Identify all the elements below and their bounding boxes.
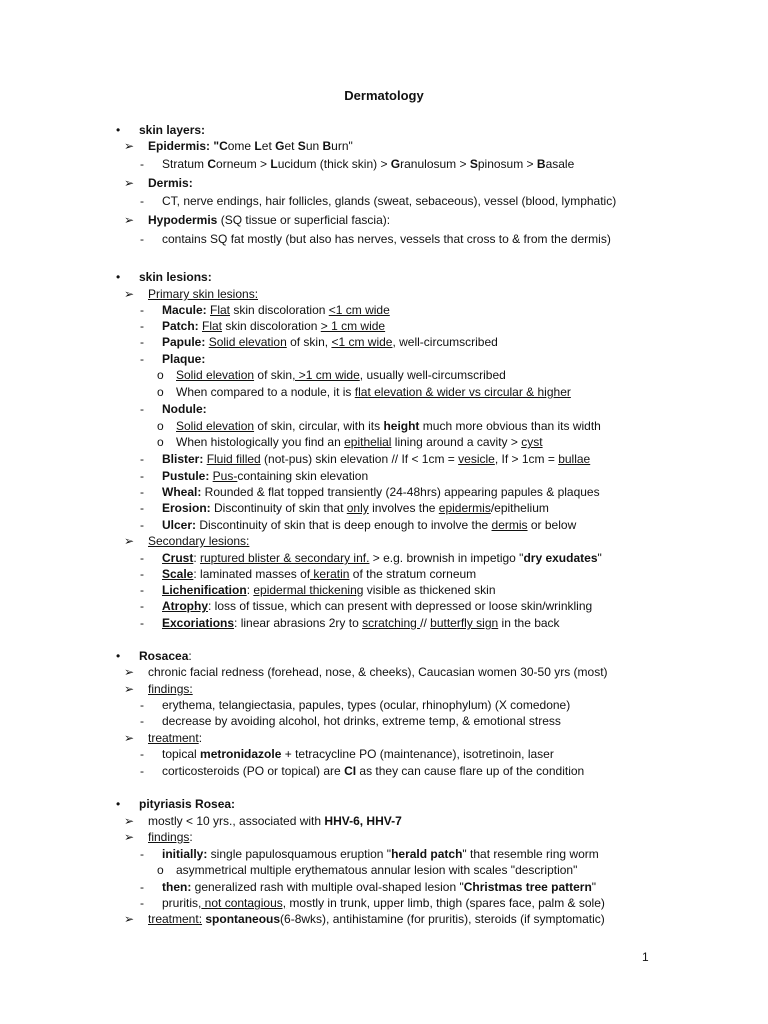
section-heading-skin-lesions: skin lesions: [139, 270, 212, 284]
pityriasis-then: then: generalized rash with multiple oval-shaped lesion "Christmas tree pattern" [162, 880, 597, 894]
dermis-label: Dermis: [148, 176, 193, 190]
primary-lesions-heading: Primary skin lesions: [148, 287, 259, 301]
rosacea-treatment-1: topical metronidazole + tetracycline PO (maintenance), isotretinoin, laser [162, 747, 554, 761]
rosacea-finding-2: decrease by avoiding alcohol, hot drinks, extreme temp, & emotional stress [162, 714, 561, 728]
dash-marker: - [140, 232, 144, 246]
dash-marker: - [140, 567, 144, 581]
erosion-line: Erosion: Discontinuity of skin that only involves the epidermis/epithelium [162, 501, 549, 515]
arrow-marker: ➢ [124, 814, 135, 828]
patch-line: Patch: Flat skin discoloration > 1 cm wide [162, 319, 386, 333]
dash-marker: - [140, 402, 144, 416]
arrow-marker: ➢ [124, 731, 135, 745]
plaque-detail-2: When compared to a nodule, it is flat elevation & wider vs circular & higher [176, 385, 571, 399]
arrow-marker: ➢ [124, 287, 135, 301]
ulcer-line: Ulcer: Discontinuity of skin that is deep enough to involve the dermis or below [162, 518, 577, 532]
dermis-text: CT, nerve endings, hair follicles, glands (sweat, sebaceous), vessel (blood, lymphatic) [162, 194, 617, 208]
pityriasis-findings-label: findings: [148, 830, 193, 844]
dash-marker: - [140, 319, 144, 333]
scale-line: Scale: laminated masses of keratin of the stratum corneum [162, 567, 477, 581]
section-heading-skin-layers: skin layers: [139, 123, 206, 137]
circle-marker: o [157, 368, 164, 382]
dash-marker: - [140, 847, 144, 861]
pityriasis-treatment: treatment: spontaneous(6-8wks), antihistamine (for pruritis), steroids (if symptomatic) [148, 912, 605, 926]
dash-marker: - [140, 583, 144, 597]
crust-line: Crust: ruptured blister & secondary inf. > e.g. brownish in impetigo "dry exudates" [162, 551, 602, 565]
strata-line: Stratum Corneum > Lucidum (thick skin) > Granulosum > Spinosum > Basale [162, 157, 575, 171]
dash-marker: - [140, 764, 144, 778]
dash-marker: - [140, 698, 144, 712]
nodule-label: Nodule: [162, 402, 207, 416]
dash-marker: - [140, 880, 144, 894]
bullet-marker: • [116, 797, 121, 811]
dash-marker: - [140, 352, 144, 366]
pityriasis-pruritis: pruritis, not contagious, mostly in trunk, upper limb, thigh (spares face, palm & sole) [162, 896, 605, 910]
plaque-detail-1: Solid elevation of skin, >1 cm wide, usually well-circumscribed [176, 368, 506, 382]
arrow-marker: ➢ [124, 682, 135, 696]
wheal-line: Wheal: Rounded & flat topped transiently (24-48hrs) appearing papules & plaques [162, 485, 600, 499]
dash-marker: - [140, 452, 144, 466]
section-heading-pityriasis: pityriasis Rosea: [139, 797, 236, 811]
dash-marker: - [140, 485, 144, 499]
hypodermis-text: contains SQ fat mostly (but also has nerves, vessels that cross to & from the dermis) [162, 232, 611, 246]
dash-marker: - [140, 551, 144, 565]
dash-marker: - [140, 599, 144, 613]
arrow-marker: ➢ [124, 213, 135, 227]
arrow-marker: ➢ [124, 665, 135, 679]
nodule-detail-2: When histologically you find an epithelial lining around a cavity > cyst [176, 435, 543, 449]
dash-marker: - [140, 469, 144, 483]
macule-line: Macule: Flat skin discoloration <1 cm wide [162, 303, 390, 317]
dash-marker: - [140, 896, 144, 910]
arrow-marker: ➢ [124, 139, 135, 153]
secondary-lesions-heading: Secondary lesions: [148, 534, 250, 548]
dash-marker: - [140, 501, 144, 515]
dash-marker: - [140, 747, 144, 761]
pityriasis-initially: initially: single papulosquamous eruption "herald patch" that resemble ring worm [162, 847, 599, 861]
circle-marker: o [157, 863, 164, 877]
circle-marker: o [157, 385, 164, 399]
rosacea-description: chronic facial redness (forehead, nose, & cheeks), Caucasian women 30-50 yrs (most) [148, 665, 608, 679]
blister-line: Blister: Fluid filled (not-pus) skin elevation // If < 1cm = vesicle, If > 1cm = bullae [162, 452, 591, 466]
page-title: Dermatology [344, 88, 424, 103]
dash-marker: - [140, 194, 144, 208]
pustule-line: Pustule: Pus-containing skin elevation [162, 469, 369, 483]
rosacea-finding-1: erythema, telangiectasia, papules, types (ocular, rhinophylum) (X comedone) [162, 698, 571, 712]
arrow-marker: ➢ [124, 534, 135, 548]
circle-marker: o [157, 419, 164, 433]
hypodermis-line: Hypodermis (SQ tissue or superficial fascia): [148, 213, 391, 227]
pityriasis-initially-detail: asymmetrical multiple erythematous annular lesion with scales "description" [176, 863, 578, 877]
epidermis-line: Epidermis: "Come Let Get Sun Burn" [148, 139, 353, 153]
arrow-marker: ➢ [124, 176, 135, 190]
plaque-label: Plaque: [162, 352, 206, 366]
excoriations-line: Excoriations: linear abrasions 2ry to scratching // butterfly sign in the back [162, 616, 560, 630]
section-heading-rosacea: Rosacea: [139, 649, 192, 663]
dash-marker: - [140, 303, 144, 317]
rosacea-treatment-label: treatment: [148, 731, 203, 745]
page-number: 1 [642, 950, 649, 964]
rosacea-treatment-2: corticosteroids (PO or topical) are CI as they can cause flare up of the condition [162, 764, 585, 778]
dash-marker: - [140, 157, 144, 171]
lichenification-line: Lichenification: epidermal thickening visible as thickened skin [162, 583, 496, 597]
papule-line: Papule: Solid elevation of skin, <1 cm wide, well-circumscribed [162, 335, 498, 349]
nodule-detail-1: Solid elevation of skin, circular, with its height much more obvious than its width [176, 419, 601, 433]
arrow-marker: ➢ [124, 830, 135, 844]
dash-marker: - [140, 518, 144, 532]
dash-marker: - [140, 714, 144, 728]
bullet-marker: • [116, 270, 121, 284]
dash-marker: - [140, 335, 144, 349]
atrophy-line: Atrophy: loss of tissue, which can present with depressed or loose skin/wrinkling [162, 599, 593, 613]
bullet-marker: • [116, 123, 121, 137]
arrow-marker: ➢ [124, 912, 135, 926]
dash-marker: - [140, 616, 144, 630]
circle-marker: o [157, 435, 164, 449]
rosacea-findings-label: findings: [148, 682, 193, 696]
bullet-marker: • [116, 649, 121, 663]
pityriasis-description: mostly < 10 yrs., associated with HHV-6, HHV-7 [148, 814, 402, 828]
